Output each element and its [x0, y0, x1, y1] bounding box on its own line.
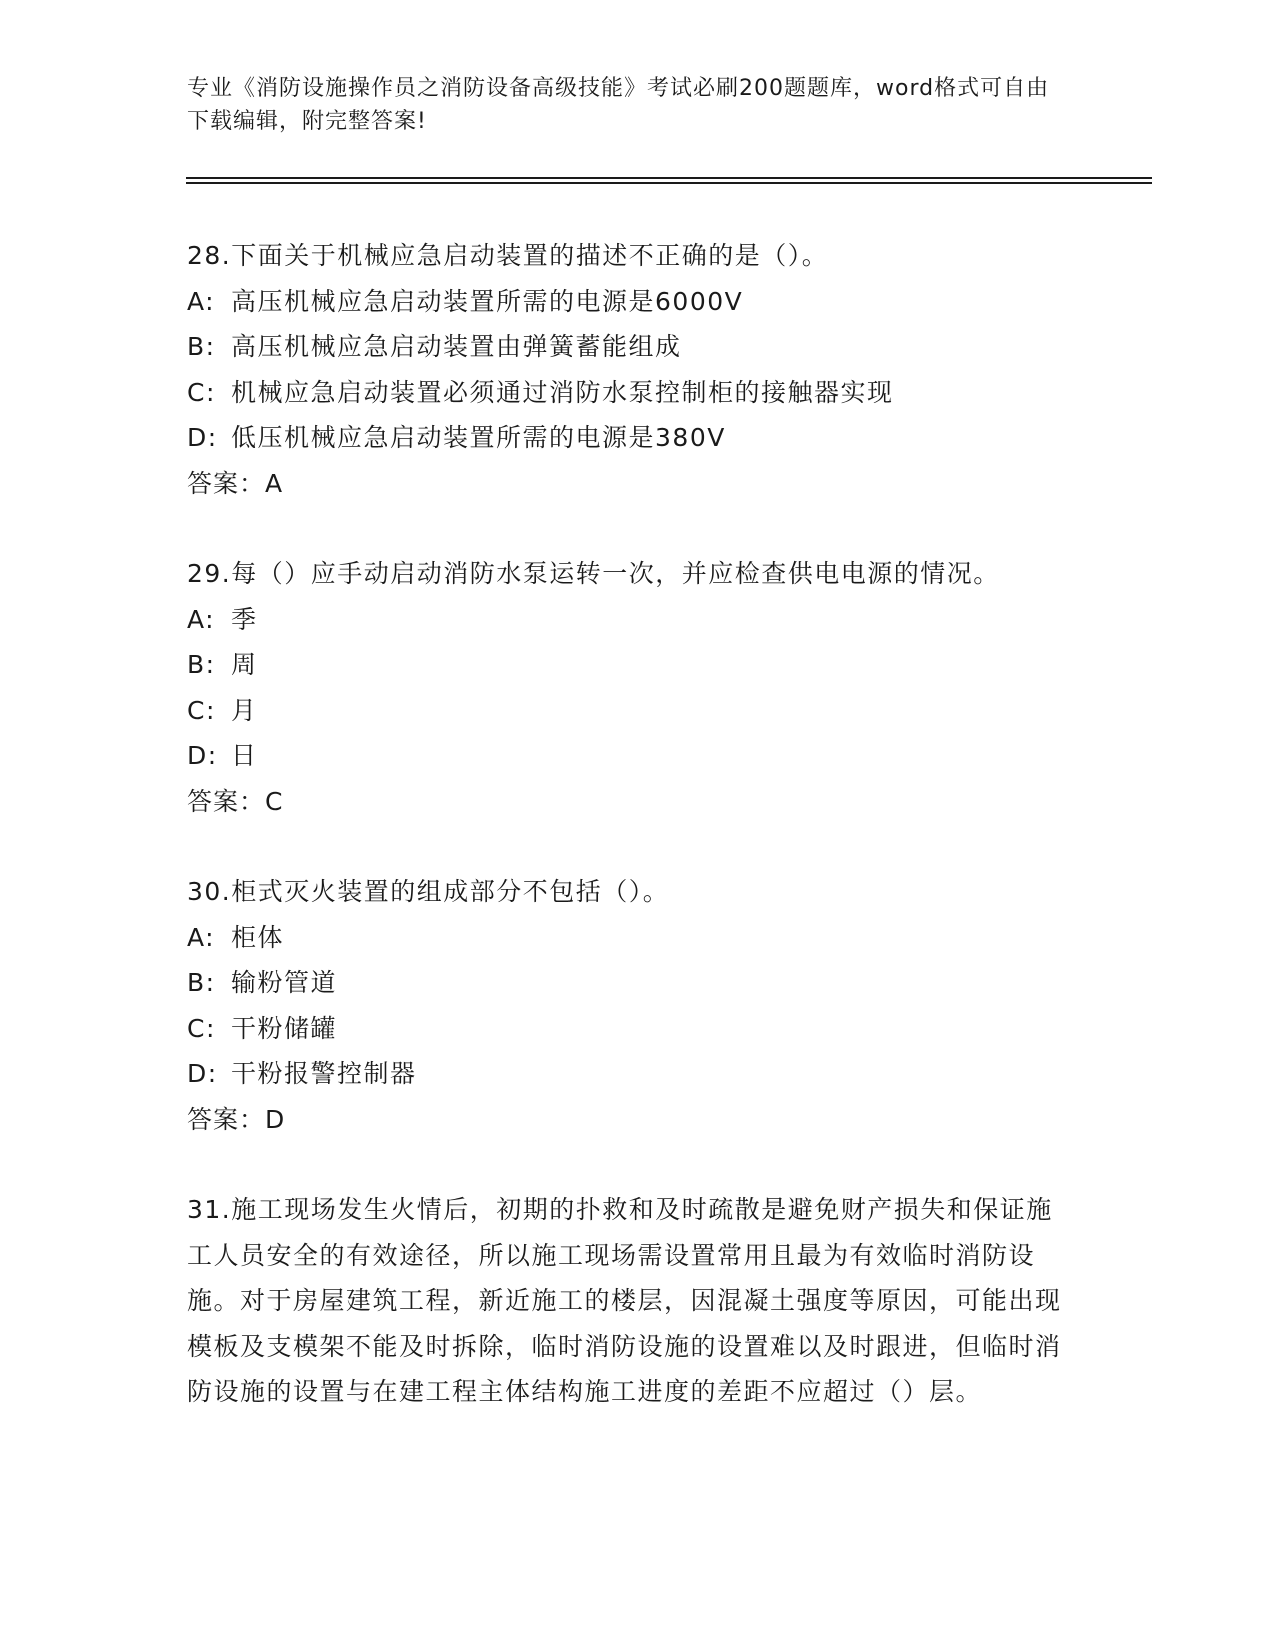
option-text: 季: [231, 604, 258, 634]
question-30: [187, 869, 1087, 1142]
option-d: [187, 733, 1087, 779]
option-c: [187, 1006, 1087, 1052]
option-text: 低压机械应急启动装置所需的电源是380V: [231, 423, 726, 452]
option-c: [187, 688, 1087, 734]
answer-line: 答案：C: [187, 786, 284, 816]
question-31: [187, 1187, 1087, 1415]
question-text: 30.柜式灭火装置的组成部分不包括（）。: [187, 877, 670, 906]
option-c: [187, 370, 1087, 416]
option-key: D:: [187, 741, 218, 770]
option-key: C:: [187, 695, 216, 725]
option-text: 日: [231, 741, 258, 770]
option-key: A:: [187, 286, 216, 316]
option-key: A:: [187, 922, 216, 952]
header-rule-bottom: [186, 182, 1152, 184]
option-key: A:: [187, 604, 216, 634]
answer-line: 答案：A: [187, 468, 284, 498]
option-b: [187, 324, 1087, 370]
option-text: 高压机械应急启动装置所需的电源是6000V: [231, 286, 744, 316]
option-text: 高压机械应急启动装置由弹簧蓄能组成: [231, 332, 682, 361]
option-key: B:: [187, 650, 216, 679]
option-key: D:: [187, 423, 218, 452]
document-header: 专业《消防设施操作员之消防设备高级技能》考试必刷200题题库，word格式可自由下载编辑，附完整答案!: [187, 76, 1050, 134]
option-a: [187, 915, 1087, 961]
option-text: 月: [231, 695, 258, 725]
option-d: [187, 1051, 1087, 1097]
option-a: [187, 597, 1087, 643]
option-key: B:: [187, 968, 216, 997]
option-text: 周: [231, 650, 258, 679]
option-key: B:: [187, 332, 216, 361]
option-key: C:: [187, 1013, 216, 1043]
question-28: [187, 233, 1087, 506]
header-rule-top: [186, 177, 1152, 179]
option-text: 输粉管道: [231, 968, 338, 997]
option-text: 柜体: [231, 922, 285, 952]
option-key: D:: [187, 1059, 218, 1088]
option-b: [187, 642, 1087, 688]
option-a: [187, 279, 1087, 325]
question-29: [187, 551, 1087, 824]
option-text: 干粉报警控制器: [231, 1059, 417, 1088]
option-text: 机械应急启动装置必须通过消防水泵控制柜的接触器实现: [231, 377, 894, 407]
answer-line: 答案：D: [187, 1104, 286, 1134]
option-b: [187, 960, 1087, 1006]
option-d: [187, 415, 1087, 461]
option-text: 干粉储罐: [231, 1013, 338, 1043]
question-text: 28.下面关于机械应急启动装置的描述不正确的是（）。: [187, 241, 829, 270]
question-text: 31.施工现场发生火情后，初期的扑救和及时疏散是避免财产损失和保证施工人员安全的有效途径，所以施工现场需设置常用且最为有效临时消防设施。对于房屋建筑工程，新近施工的楼层，因混凝土强度等原因，可能出现模板及支模架不能及时拆除，临时消防设施的设置难以及时跟进，但临时消防设施的设置与在建工程主体结构施工进度的差距不应超过（）层。: [187, 1195, 1062, 1406]
option-key: C:: [187, 377, 216, 407]
question-text: 29.每（）应手动启动消防水泵运转一次，并应检查供电电源的情况。: [187, 559, 1000, 588]
